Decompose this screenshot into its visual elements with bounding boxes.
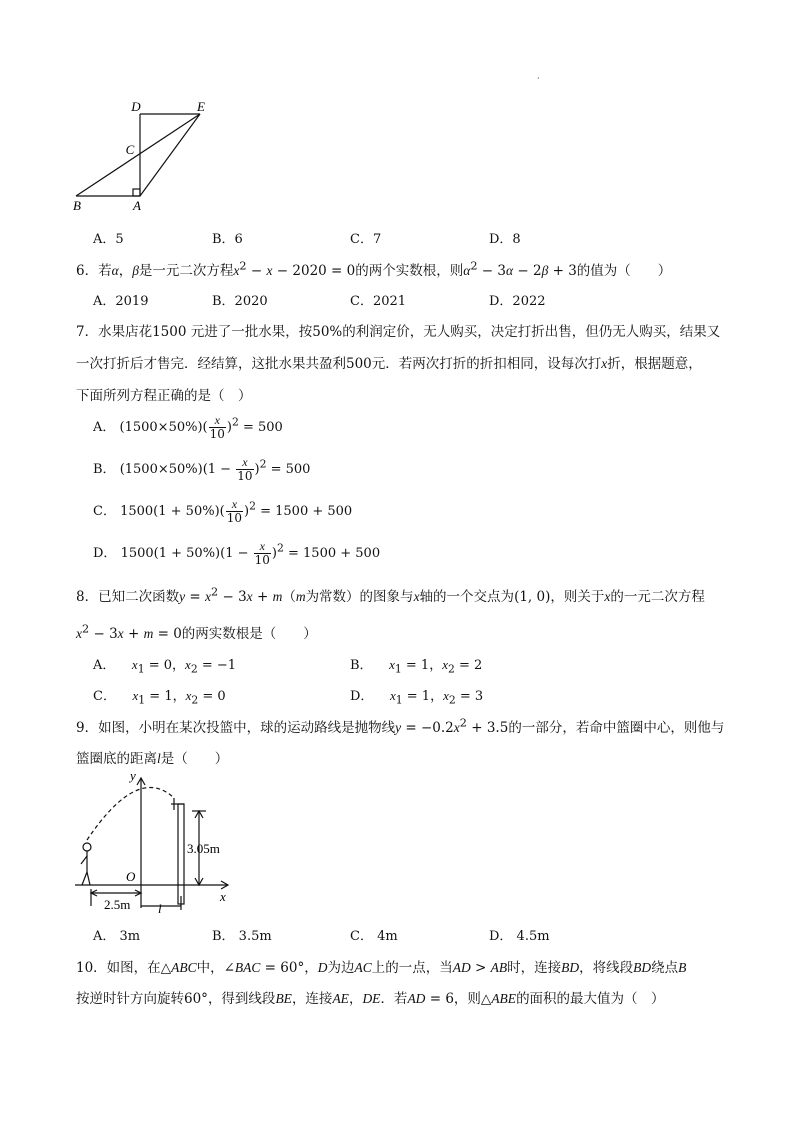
point-d: D xyxy=(131,99,141,114)
question-7-line-2: 一次打折后才售完．经结算，这批水果共盈利500元．若两次打折的折扣相同，设每次打x折，根据题意， xyxy=(76,356,702,372)
question-7-line-1: 7．水果店花1500 元进了一批水果，按50%的利润定价，无人购买，决定打折出售，但仍无人购买，结果又 xyxy=(76,324,721,340)
page-dot: · xyxy=(537,74,540,83)
origin-label: O xyxy=(126,869,136,884)
geometry-figure-1 xyxy=(66,96,216,214)
q5-option-b[interactable]: B．6 xyxy=(212,232,243,247)
q9-option-c[interactable]: C． 4m xyxy=(350,929,398,944)
question-7-line-3: 下面所列方程正确的是（ ） xyxy=(76,388,252,404)
question-10-line-1: 10．如图，在△ABC中，∠BAC = 60°，D为边AC上的一点，当AD > AB时，连接BD，将线段BD绕点B xyxy=(76,960,687,976)
q9-option-b[interactable]: B． 3.5m xyxy=(212,929,272,944)
point-a: A xyxy=(133,198,141,213)
q5-option-d[interactable]: D．8 xyxy=(489,232,521,247)
q7-option-c[interactable]: C． 1500(1 + 50%)( $\frac{x}{10}$ )$^2$ = 1500 + 500 xyxy=(93,497,353,525)
distance-label: 2.5m xyxy=(104,897,131,912)
q5-option-a[interactable]: A．5 xyxy=(93,232,124,247)
q8-option-d[interactable]: D． $x_1 = 1$，$x_2 = 3$ xyxy=(350,688,484,707)
l-label: l xyxy=(158,901,162,913)
q6-option-d[interactable]: D．2022 xyxy=(489,294,546,309)
point-e: E xyxy=(197,99,205,114)
point-c: C xyxy=(125,142,135,157)
q6-option-b[interactable]: B．2020 xyxy=(212,294,268,309)
q8-option-c[interactable]: C． $x_1 = 1$，$x_2 = 0$ xyxy=(93,688,226,707)
question-9-line-1: 9．如图，小明在某次投篮中，球的运动路线是抛物线$y = -0.2x^2 + 3.5$的一部分，若命中篮圈中心，则他与 xyxy=(76,716,725,736)
q8-option-a[interactable]: A． $x_1 = 0$，$x_2 = -1$ xyxy=(93,657,237,676)
q7-option-a[interactable]: A． (1500×50%)( $\frac{x}{10}$ )$^2$ = 500 xyxy=(93,413,283,441)
question-8-line-2: $x^2 - 3x + m = 0$的两实数根是（ ） xyxy=(76,622,317,642)
y-axis-label: y xyxy=(130,768,136,783)
question-6: 6．若α，β是一元二次方程$x^2 - x - 2020 = 0$的两个实数根，则$\alpha^2 - 3\alpha - 2\beta + 3$的值为（ ） xyxy=(76,259,672,279)
q9-option-a[interactable]: A． 3m xyxy=(93,929,141,944)
height-label: 3.05m xyxy=(187,841,220,856)
question-10-line-2: 按逆时针方向旋转60°，得到线段BE，连接AE，DE．若AD = 6，则△ABE的面积的最大值为（ ） xyxy=(76,991,665,1007)
question-8-line-1: 8．已知二次函数$y = x^2 - 3x + m(m$为常数）的图象与x轴的一个交点为(1, 0)，则关于x的一元二次方程 xyxy=(76,585,705,605)
q7-option-b[interactable]: B． (1500×50%)(1 − $\frac{x}{10}$ )$^2$ = 500 xyxy=(93,455,311,483)
q9-option-d[interactable]: D． 4.5m xyxy=(489,929,550,944)
q7-option-d[interactable]: D． 1500(1 + 50%)(1 − $\frac{x}{10}$ )$^2$ = 1500 + 500 xyxy=(93,539,381,567)
q6-option-c[interactable]: C．2021 xyxy=(350,294,407,309)
q8-option-b[interactable]: B． $x_1 = 1$，$x_2 = 2$ xyxy=(350,657,483,676)
x-axis-label: x xyxy=(220,889,226,904)
basketball-figure xyxy=(70,768,245,913)
point-b: B xyxy=(73,198,81,213)
q6-option-a[interactable]: A．2019 xyxy=(93,294,149,309)
question-9-line-2: 篮圈底的距离l是（ ） xyxy=(76,751,229,767)
q5-option-c[interactable]: C．7 xyxy=(350,232,382,247)
